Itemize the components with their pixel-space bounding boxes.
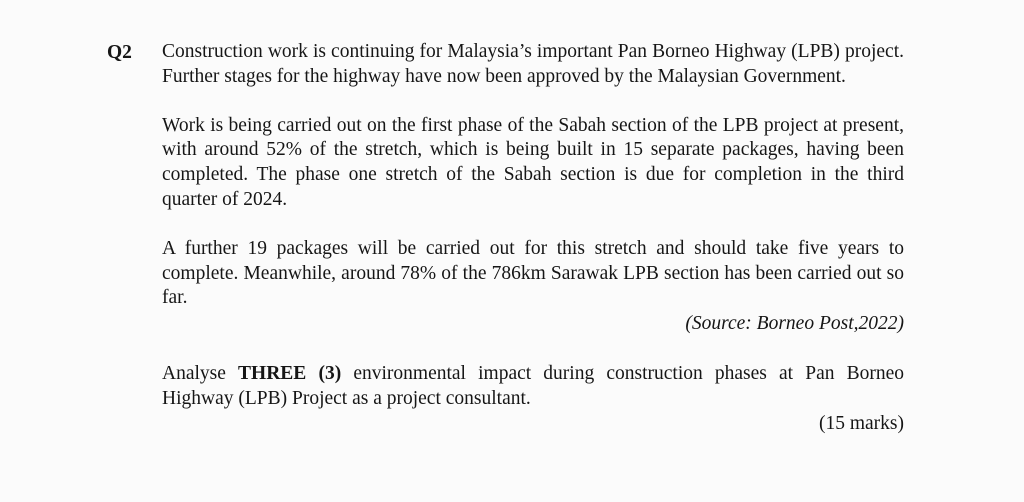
sabah-progress-paragraph: Work is being carried out on the first phase of the Sabah section of the LPB project at present, with around 52% of the stretch, which is being built in 15 separate packages, having been completed. The phase one stretch of the Sabah section is due for completion in the third quarter of 2024. bbox=[162, 114, 904, 210]
intro-paragraph: Construction work is continuing for Malaysia’s important Pan Borneo Highway (LPB) project. Further stages for the highway have now been approved by the Malaysian Government. bbox=[162, 41, 904, 87]
sarawak-progress-paragraph: A further 19 packages will be carried out for this stretch and should take five years to complete. Meanwhile, around 78% of the 786km Sarawak LPB section has been carried out so far. bbox=[162, 237, 904, 309]
task-suffix: environmental impact during construction phases at Pan Borneo Highway (LPB) Project as a project consultant. bbox=[162, 363, 905, 410]
task-instruction bbox=[162, 361, 904, 411]
question-number: Q2 bbox=[107, 42, 132, 63]
task-prefix: Analyse bbox=[162, 363, 226, 385]
task-emphasis: THREE (3) bbox=[238, 363, 342, 385]
source-citation: (Source: Borneo Post,2022) bbox=[685, 313, 904, 335]
question-body bbox=[162, 40, 904, 436]
marks-allocation: (15 marks) bbox=[818, 413, 904, 435]
